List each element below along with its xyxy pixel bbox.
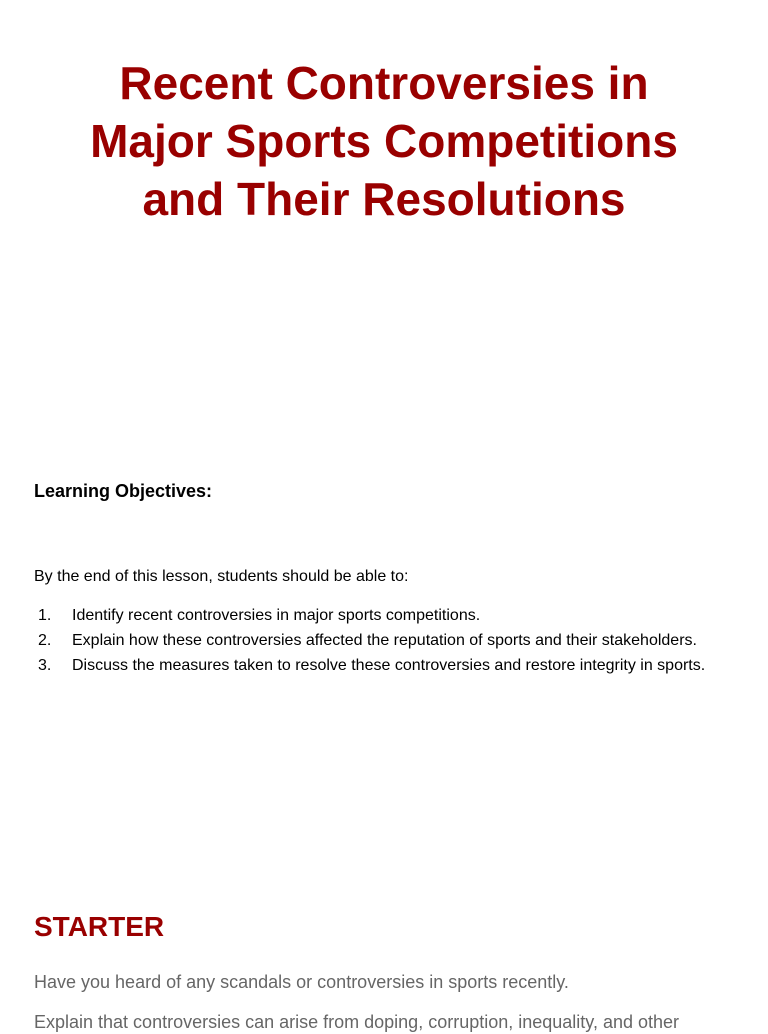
- title-line: Major Sports Competitions: [90, 115, 678, 167]
- learning-objectives-heading: Learning Objectives:: [34, 481, 213, 501]
- list-item: [34, 603, 734, 628]
- objectives-intro: By the end of this lesson, students should be able to:: [34, 568, 409, 585]
- list-item: [34, 628, 734, 653]
- page-title: [0, 54, 768, 228]
- list-item-text: Discuss the measures taken to resolve these controversies and restore integrity in sports.: [72, 657, 706, 674]
- title-line: Recent Controversies in: [119, 57, 649, 109]
- list-item-number: 2.: [38, 632, 52, 649]
- list-item-text: Identify recent controversies in major sports competitions.: [72, 607, 481, 624]
- starter-explanation: Explain that controversies can arise from doping, corruption, inequality, and other: [34, 1012, 680, 1032]
- list-item-text: Explain how these controversies affected the reputation of sports and their stakeholders.: [72, 632, 697, 649]
- list-item-number: 1.: [38, 607, 52, 624]
- starter-question: Have you heard of any scandals or controversies in sports recently.: [34, 972, 569, 992]
- list-item: [34, 653, 734, 678]
- objectives-list: [34, 603, 734, 678]
- starter-heading: STARTER: [34, 911, 165, 942]
- title-line: and Their Resolutions: [142, 173, 626, 225]
- list-item-number: 3.: [38, 657, 52, 674]
